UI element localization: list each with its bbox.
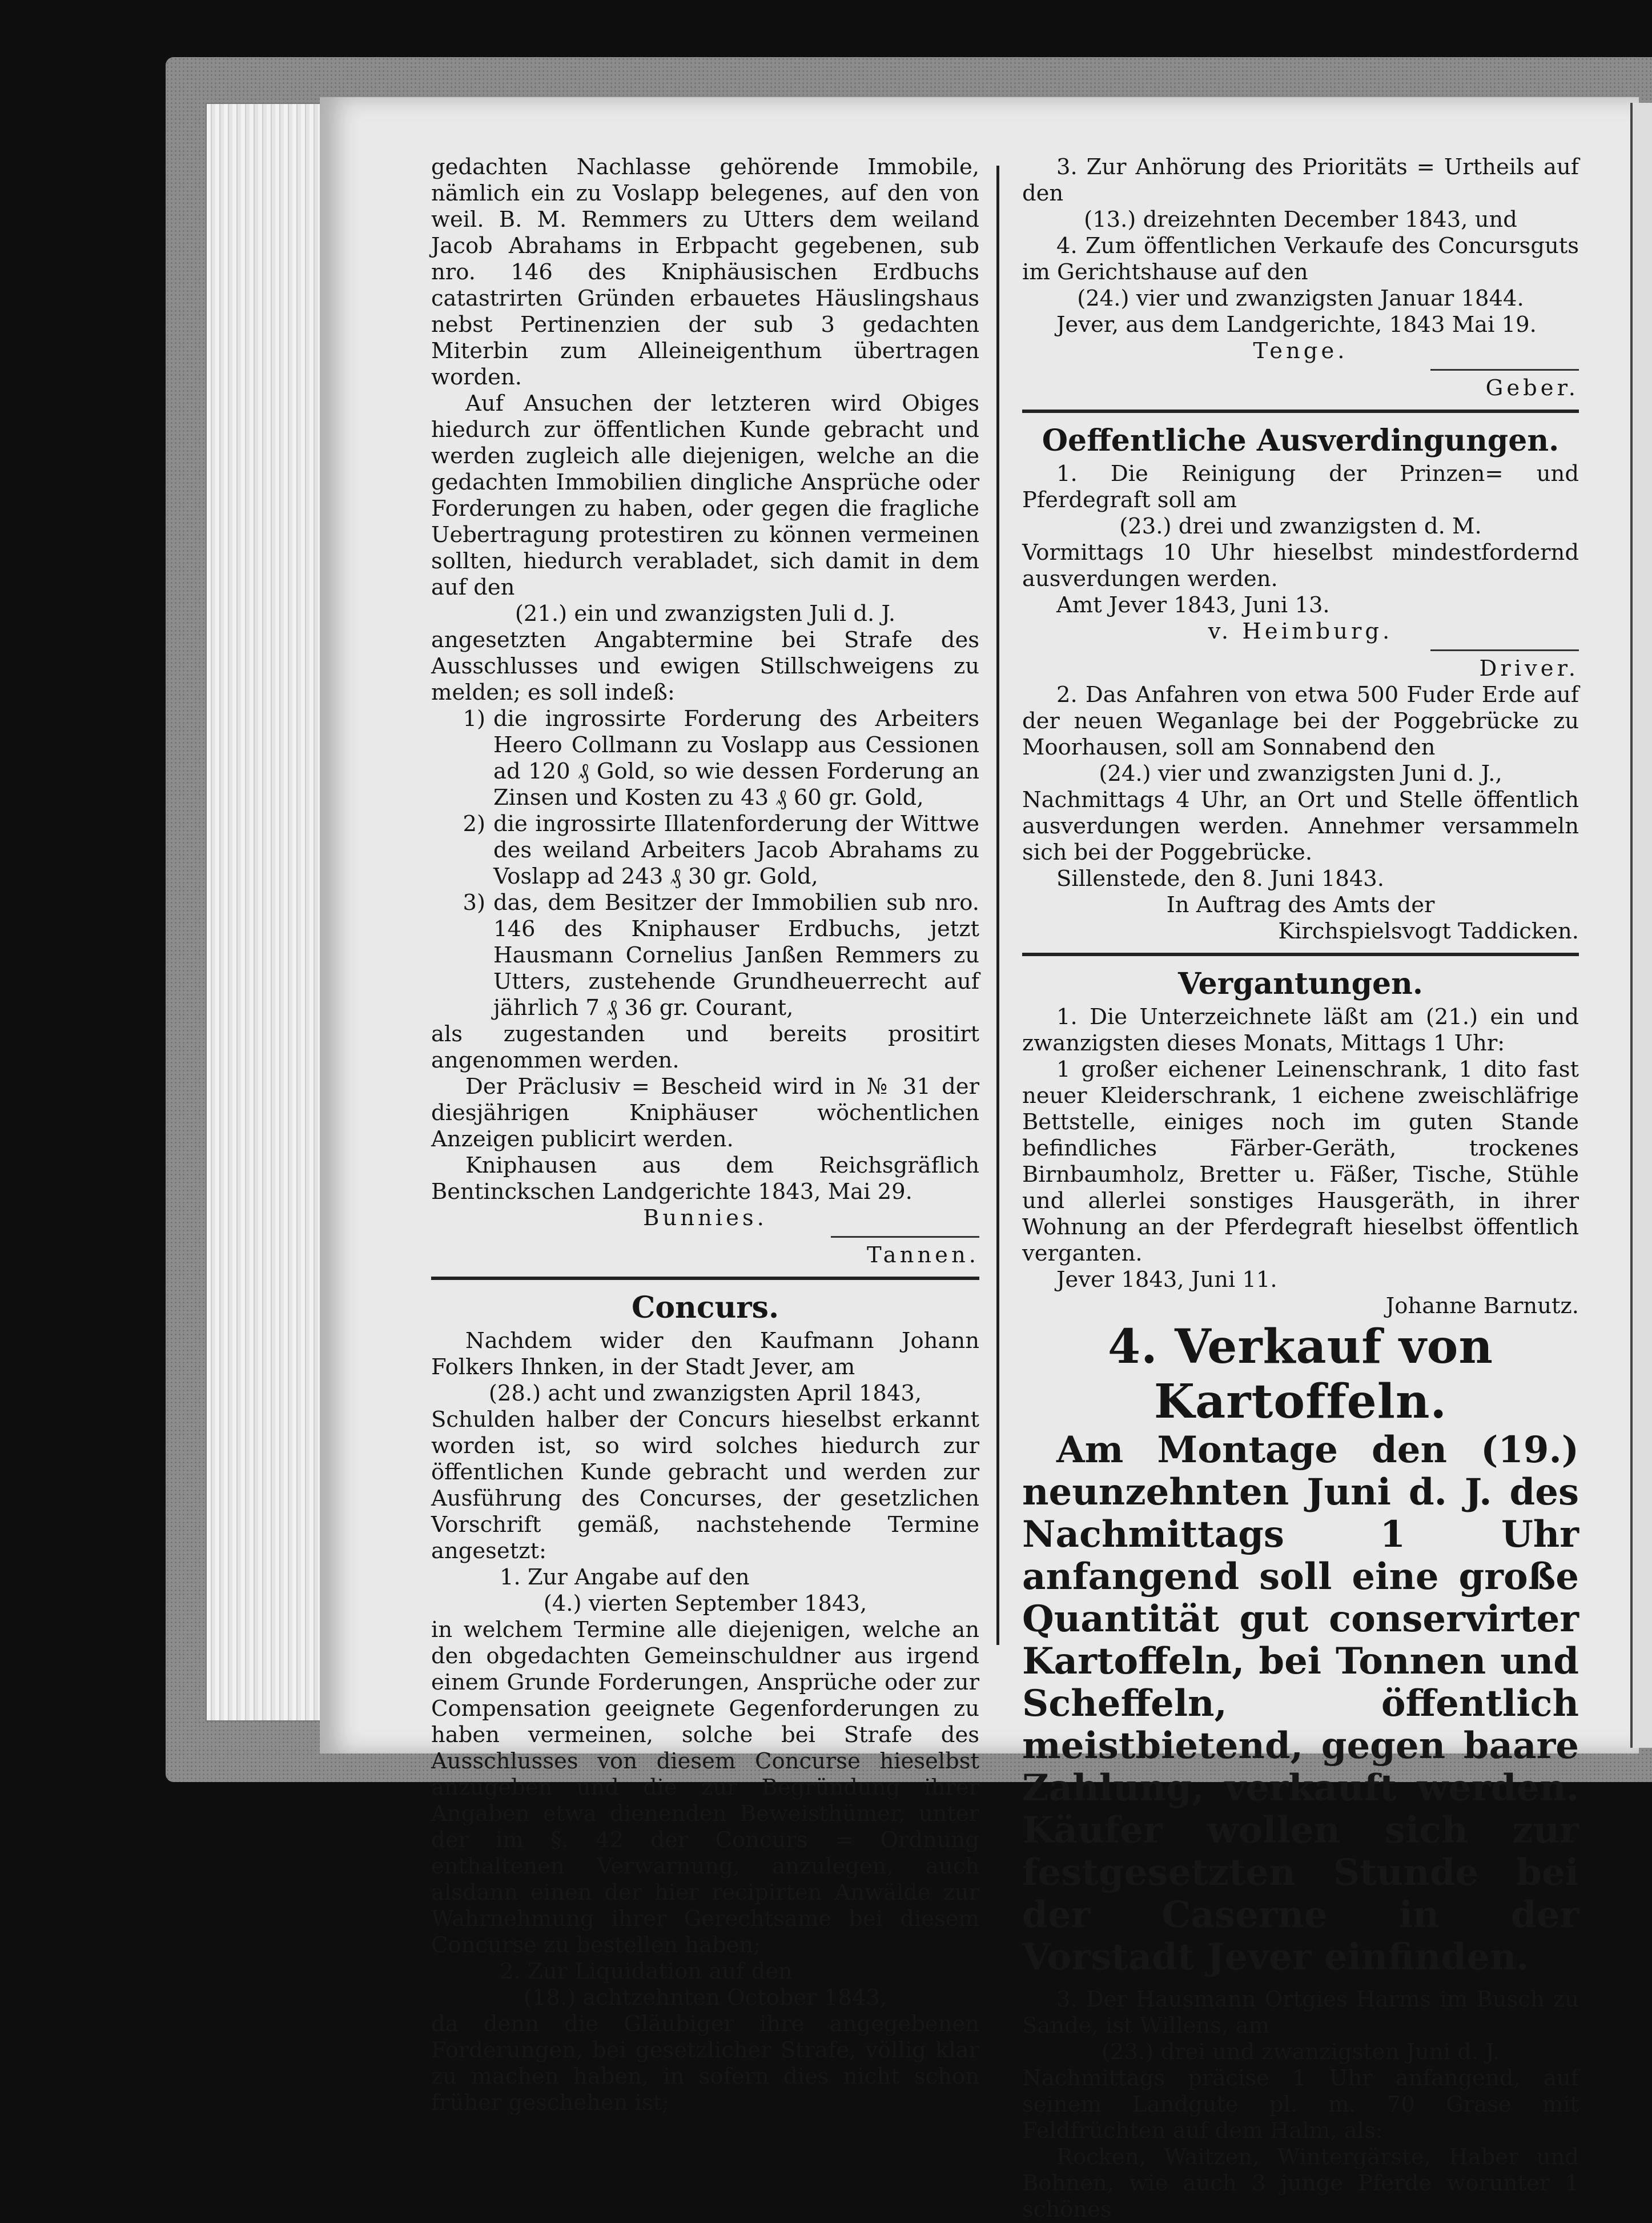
notice-paragraph: Rocken, Waitzen, Wintergärste, Haber und Bohnen, wie auch 3 junge Pferde worunter 1 schönes: [1022, 2144, 1579, 2222]
list-item: [431, 811, 979, 890]
signature: Johanne Barnutz.: [1385, 1293, 1579, 1319]
date-line: (23.) drei und zwanzigsten Juni d. J.: [1101, 2039, 1500, 2065]
notice-paragraph: Auf Ansuchen der letzteren wird Obiges hiedurch zur öffentlichen Kunde gebracht und werden zugleich alle diejenigen, welche an die gedachten Immobilien dingliche Ansprüche oder Forderungen zu haben, oder gegen die fragliche Uebertragung protestiren zu können vermeinen sollten, hiedurch verabladet, sich damit in dem auf den: [431, 391, 979, 600]
column-divider: [996, 166, 999, 1645]
section-heading: Concurs.: [631, 1290, 779, 1325]
notice-paragraph: angesetzten Angabtermine bei Strafe des Ausschlusses und ewigen Stillschweigens zu melden; es soll indeß:: [431, 627, 979, 705]
notice-paragraph: in welchem Termine alle diejenigen, welche an den obgedachten Gemeinschuldner aus irgend einem Grunde Forderungen, Ansprüche oder zur Compensation geeignete Gegenforderungen zu haben vermeinen, solche bei Strafe des Ausschlusses von diesem Concurse hieselbst anzugeben und die zur Begründung ihrer Angaben etwa dienenden Beweisthümer, unter der im §. 42 der Concurs = Ordnung enthaltenen Verwarnung, anzulegen, auch alsdann einen der hier recipirten Anwälde zur Wahrnehmung ihrer Gerechtsame bei diesem Concurse zu bestellen haben;: [431, 1617, 979, 1958]
date-line: (23.) drei und zwanzigsten d. M.: [1119, 513, 1482, 539]
advert-text: Am Montage den (19.) neunzehnten Juni d. J. des Nachmittags 1 Uhr anfangend soll eine große Quantität gut conservirter Kartoffeln, bei Tonnen und Scheffeln, öffentlich meistbietend, gegen baare Zahlung, verkauft werden. Käufer wollen sich zur festgesetzten Stunde bei der Caserne in der Vorstadt Jever einfinden.: [1022, 1429, 1579, 1979]
signature: Driver.: [1479, 656, 1579, 681]
date-line: (28.) acht und zwanzigsten April 1843,: [488, 1381, 922, 1406]
intro-paragraph: gedachten Nachlasse gehörende Immobile, nämlich ein zu Voslapp belegenes, auf den von weil. B. M. Remmers zu Utters dem weiland Jacob Abrahams in Erbpacht gegebenen, sub nro. 146 des Kniphäusischen Erdbuchs catastrirten Gründen erbauetes Häuslingshaus nebst Pertinenzien der sub 3 gedachten Miterbin zum Alleineigenthum übertragen worden.: [431, 154, 979, 390]
notice-paragraph: 1. Die Reinigung der Prinzen= und Pferdegraft soll am: [1022, 461, 1579, 513]
section-heading: Oeffentliche Ausverdingungen.: [1042, 423, 1559, 458]
section-rule: [1022, 410, 1579, 413]
notice-paragraph: Der Präclusiv = Bescheid wird in № 31 der diesjährigen Kniphäuser wöchentlichen Anzeigen publicirt werden.: [431, 1074, 979, 1152]
list-item: [431, 890, 979, 1021]
term-line: 2. Zur Liquidation auf den: [500, 1959, 793, 1984]
signature-rule: [1430, 369, 1579, 371]
signature-rule: [1430, 649, 1579, 651]
signature: Tenge.: [1253, 338, 1348, 364]
date-line: (24.) vier und zwanzigsten Juni d. J.,: [1099, 761, 1502, 787]
place-date: Jever, aus dem Landgerichte, 1843 Mai 19.: [1056, 312, 1537, 338]
right-column: [1022, 154, 1579, 2223]
list-item: [431, 706, 979, 811]
section-heading: Vergantungen.: [1178, 966, 1423, 1001]
signature: Tannen.: [866, 1242, 979, 1268]
notice-paragraph: da denn die Gläubiger ihre angegebenen Forderungen, bei gesetzlicher Strafe, völlig klar zu machen haben, in sofern dies nicht schon früher geschehen ist;: [431, 2011, 979, 2116]
page-edges: [206, 103, 328, 1722]
signature-rule: [831, 1236, 979, 1238]
left-column: [431, 154, 979, 2116]
signature: v. Heimburg.: [1208, 619, 1393, 644]
date-line: (21.) ein und zwanzigsten Juli d. J.: [515, 601, 896, 627]
signature: Bunnies.: [643, 1205, 767, 1231]
term-line: 4. Zum öffentlichen Verkaufe des Concursguts im Gerichtshause auf den: [1022, 233, 1579, 285]
notice-paragraph: Nachmittags präcise 1 Uhr anfangend, auf seinem Landgute pl. m. 70 Grase mit Feldfrüchten auf dem Halm, als:: [1022, 2065, 1579, 2144]
place-date: Kniphausen aus dem Reichsgräflich Bentinckschen Landgerichte 1843, Mai 29.: [431, 1153, 979, 1205]
term-line: 1. Zur Angabe auf den: [500, 1564, 750, 1590]
next-page-edge: [1630, 103, 1652, 1748]
list-number: 3): [463, 890, 485, 916]
date-line: (4.) vierten September 1843,: [543, 1591, 867, 1616]
signature: Kirchspielsvogt Taddicken.: [1278, 918, 1579, 944]
list-number: 1): [463, 706, 485, 732]
notice-paragraph: Schulden halber der Concurs hieselbst erkannt worden ist, so wird solches hiedurch zur öffentlichen Kunde gebracht und werden zur Ausführung des Concurses, der gesetzlichen Vorschrift gemäß, nachstehende Termine angesetzt:: [431, 1407, 979, 1564]
notice-paragraph: 1. Die Unterzeichnete läßt am (21.) ein und zwanzigsten dieses Monats, Mittags 1 Uhr:: [1022, 1004, 1579, 1056]
date-line: (13.) dreizehnten December 1843, und: [1084, 207, 1517, 232]
place-date: Sillenstede, den 8. Juni 1843.: [1056, 866, 1385, 892]
notice-paragraph: Vormittags 10 Uhr hieselbst mindestfordernd ausverdungen werden.: [1022, 540, 1579, 592]
signature: Geber.: [1485, 375, 1579, 401]
place-date: Amt Jever 1843, Juni 13.: [1056, 592, 1330, 618]
list-number: 2): [463, 811, 485, 837]
list-text: die ingrossirte Illatenforderung der Wittwe des weiland Arbeiters Jacob Abrahams zu Voslapp ad 243 ₰ 30 gr. Gold,: [493, 811, 979, 889]
notice-paragraph: als zugestanden und bereits prositirt angenommen werden.: [431, 1021, 979, 1073]
notice-paragraph: 2. Das Anfahren von etwa 500 Fuder Erde auf der neuen Weganlage bei der Poggebrücke zu Moorhausen, soll am Sonnabend den: [1022, 682, 1579, 760]
notice-paragraph: 1 großer eichener Leinenschrank, 1 dito fast neuer Kleiderschrank, 1 eichene zweischläfrige Bettstelle, einiges noch im guten Stande befindliches Färber-Geräth, trockenes Birnbaumholz, Bretter u. Fäßer, Tische, Stühle und allerlei sonstiges Hausgeräth, in ihrer Wohnung an der Pferdegraft hieselbst öffentlich verganten.: [1022, 1057, 1579, 1266]
list-text: die ingrossirte Forderung des Arbeiters Heero Collmann zu Voslapp aus Cessionen ad 120 ₰ Gold, so wie dessen Forderung an Zinsen und Kosten zu 43 ₰ 60 gr. Gold,: [493, 706, 979, 810]
signature: In Auftrag des Amts der: [1166, 892, 1435, 918]
term-line: 3. Zur Anhörung des Prioritäts = Urtheils auf den: [1022, 154, 1579, 206]
notice-paragraph: 3. Der Hausmann Ortgies Harms im Busch zu Sande, ist Willens, am: [1022, 1987, 1579, 2039]
notice-paragraph: Nachdem wider den Kaufmann Johann Folkers Ihnken, in der Stadt Jever, am: [431, 1328, 979, 1380]
date-line: (24.) vier und zwanzigsten Januar 1844.: [1077, 286, 1524, 311]
list-text: das, dem Besitzer der Immobilien sub nro. 146 des Kniphauser Erdbuchs, jetzt Hausmann Cornelius Janßen Remmers zu Utters, zustehende Grundheuerrecht auf jährlich 7 ₰ 36 gr. Courant,: [493, 890, 979, 1021]
date-line: (18.) achtzehnten October 1843,: [523, 1985, 887, 2011]
notice-paragraph: Nachmittags 4 Uhr, an Ort und Stelle öffentlich ausverdungen werden. Annehmer versammeln sich bei der Poggebrücke.: [1022, 787, 1579, 865]
section-rule: [1022, 953, 1579, 956]
place-date: Jever 1843, Juni 11.: [1056, 1267, 1277, 1293]
advert-heading: 4. Verkauf von Kartoffeln.: [1108, 1319, 1493, 1429]
section-rule: [431, 1277, 979, 1280]
